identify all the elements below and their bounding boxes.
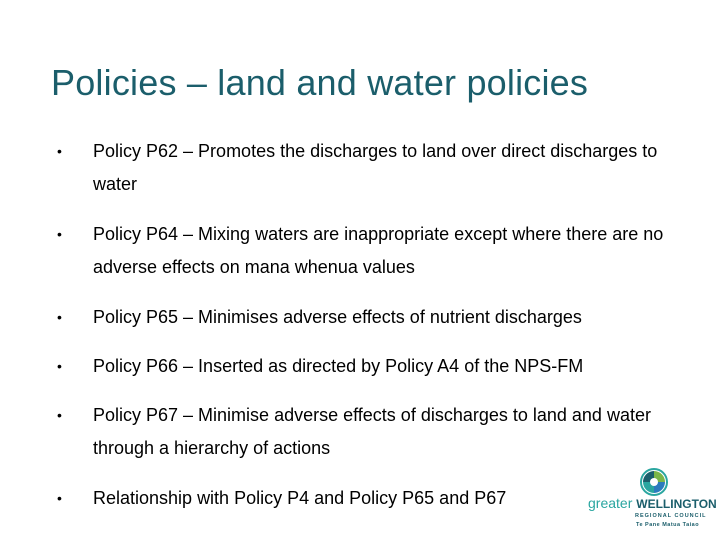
logo-wordmark (588, 495, 717, 511)
logo-maori-line: Te Pane Matua Taiao (636, 522, 700, 528)
logo-council-line: REGIONAL COUNCIL (635, 513, 707, 519)
logo-emblem-icon (640, 468, 668, 496)
logo-word-greater: greater (588, 495, 633, 511)
bullet-dot: • (57, 490, 62, 506)
bullet-dot: • (57, 309, 62, 325)
greater-wellington-logo (588, 468, 717, 532)
slide-title: Policies – land and water policies (51, 62, 589, 103)
bullet-dot: • (57, 226, 62, 242)
bullet-dot: • (57, 407, 62, 423)
bullet-text: Policy P64 – Mixing waters are inappropriate except where there are no adverse effects on mana whenua values (93, 224, 664, 277)
bullet-text: Relationship with Policy P4 and Policy P65 and P67 (93, 488, 507, 508)
bullet-text: Policy P62 – Promotes the discharges to land over direct discharges to water (93, 141, 658, 194)
bullet-dot: • (57, 358, 62, 374)
logo-word-wellington: WELLINGTON (636, 497, 717, 511)
bullet-text: Policy P67 – Minimise adverse effects of discharges to land and water through a hierarchy of actions (93, 405, 651, 458)
bullet-dot: • (57, 143, 62, 159)
bullet-text: Policy P65 – Minimises adverse effects of nutrient discharges (93, 307, 582, 327)
bullet-text: Policy P66 – Inserted as directed by Policy A4 of the NPS-FM (93, 356, 584, 376)
